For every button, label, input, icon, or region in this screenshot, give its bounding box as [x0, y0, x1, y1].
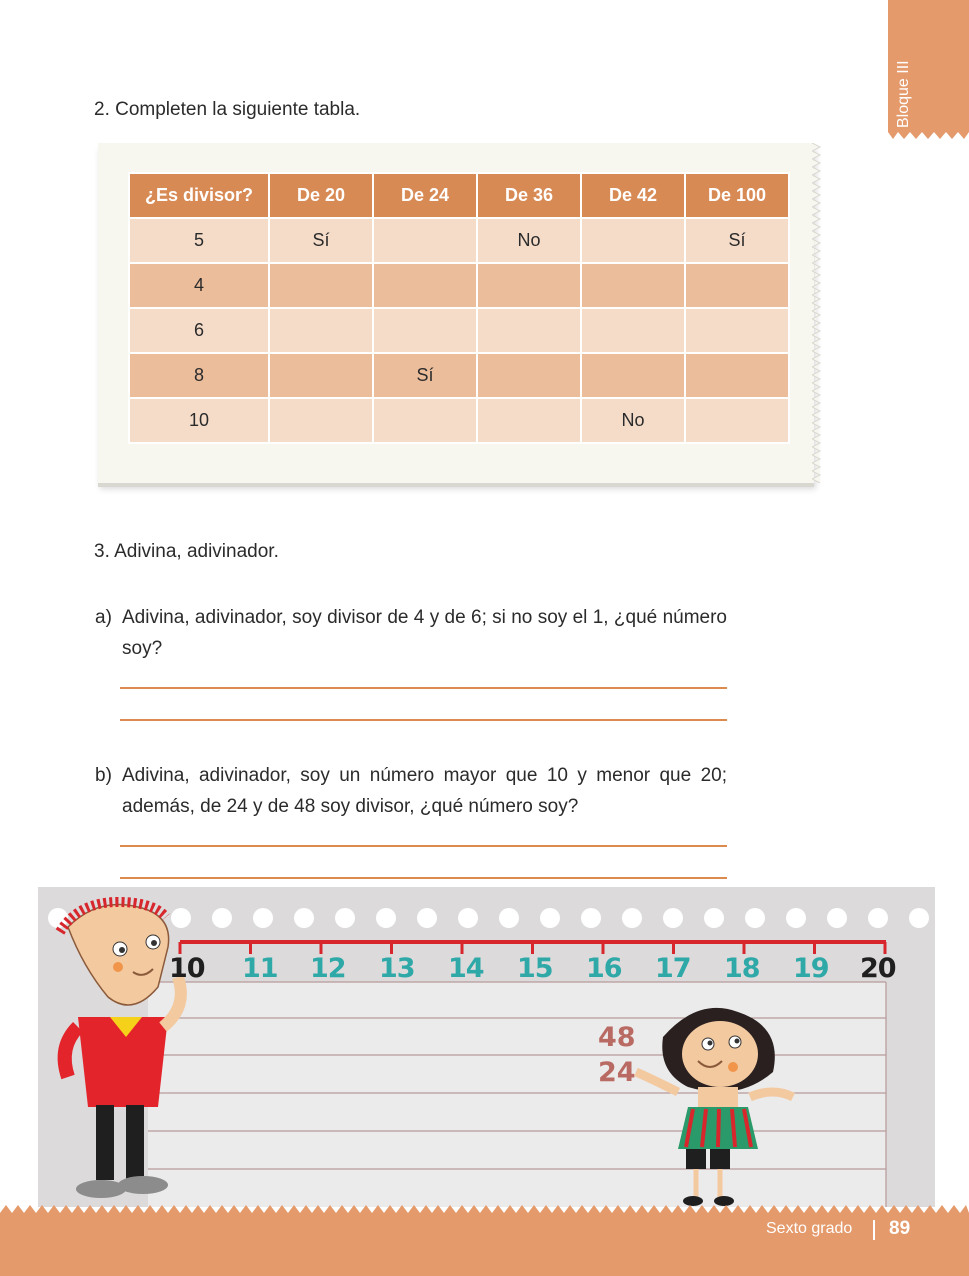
notebook-hole — [417, 908, 437, 928]
table-cell[interactable]: No — [581, 398, 685, 443]
ruler-number: 16 — [586, 953, 622, 984]
notebook-hole — [335, 908, 355, 928]
notebook-hole — [499, 908, 519, 928]
table-cell[interactable] — [477, 263, 581, 308]
answer-line-a2[interactable] — [120, 719, 727, 721]
header-cell: De 100 — [685, 173, 789, 218]
question-b-text: Adivina, adivinador, soy un número mayor que 10 y menor que 20; además, de 24 y de 48 soy divisor, ¿qué número soy? — [122, 765, 727, 817]
table-cell[interactable]: Sí — [373, 353, 477, 398]
table-cell[interactable] — [269, 263, 373, 308]
ruler-number: 15 — [517, 953, 553, 984]
ruler-number: 17 — [655, 953, 691, 984]
table-cell[interactable] — [581, 218, 685, 263]
notebook-hole — [376, 908, 396, 928]
ruler-number: 12 — [310, 953, 346, 984]
table-cell[interactable] — [373, 398, 477, 443]
table-cell[interactable] — [373, 218, 477, 263]
answer-line-b1[interactable] — [120, 845, 727, 847]
ruler-number: 13 — [379, 953, 415, 984]
ruler-number: 19 — [793, 953, 829, 984]
divisor-table — [128, 172, 790, 444]
table-cell[interactable] — [685, 263, 789, 308]
tab-zigzag — [888, 128, 969, 142]
table-cell[interactable] — [685, 353, 789, 398]
table-cell: 4 — [129, 263, 269, 308]
question-a-label: a) — [95, 607, 112, 628]
notebook-hole — [581, 908, 601, 928]
notebook-hole — [253, 908, 273, 928]
header-cell: De 36 — [477, 173, 581, 218]
footer-band — [0, 1205, 969, 1276]
exercise-2-heading: 2. Completen la siguiente tabla. — [94, 99, 361, 120]
table-cell[interactable] — [581, 308, 685, 353]
table-cell[interactable] — [269, 308, 373, 353]
girl-number-48: 48 — [598, 1022, 636, 1053]
notebook-hole — [704, 908, 724, 928]
question-b-label: b) — [95, 765, 112, 786]
notebook-hole — [827, 908, 847, 928]
header-cell: De 24 — [373, 173, 477, 218]
footer-grade: Sexto grado — [766, 1220, 853, 1237]
notebook-hole — [868, 908, 888, 928]
notebook-hole — [745, 908, 765, 928]
table-cell: 10 — [129, 398, 269, 443]
table-row — [129, 308, 789, 353]
page-number: 89 — [889, 1218, 911, 1239]
exercise-3-heading: 3. Adivina, adivinador. — [94, 541, 279, 562]
notebook-hole — [171, 908, 191, 928]
table-cell[interactable] — [269, 398, 373, 443]
girl-number-24: 24 — [598, 1057, 636, 1088]
table-cell[interactable] — [685, 398, 789, 443]
notebook-hole — [622, 908, 642, 928]
notebook-hole — [540, 908, 560, 928]
notebook-hole — [786, 908, 806, 928]
bloque-label: Bloque III — [895, 60, 912, 128]
question-a — [95, 602, 727, 664]
table-cell: 5 — [129, 218, 269, 263]
ruler-number: 11 — [242, 953, 278, 984]
table-cell[interactable]: No — [477, 218, 581, 263]
table-cell[interactable] — [581, 263, 685, 308]
notebook-hole — [458, 908, 478, 928]
table-cell[interactable] — [269, 353, 373, 398]
answer-line-b2[interactable] — [120, 877, 727, 879]
table-row — [129, 353, 789, 398]
table-cell[interactable] — [477, 308, 581, 353]
notebook-hole — [663, 908, 683, 928]
question-a-text: Adivina, adivinador, soy divisor de 4 y de 6; si no soy el 1, ¿qué número soy? — [122, 607, 727, 659]
table-cell: 6 — [129, 308, 269, 353]
ruler-number: 10 — [169, 953, 205, 984]
table-cell[interactable] — [477, 398, 581, 443]
table-row — [129, 398, 789, 443]
notebook-hole — [294, 908, 314, 928]
table-row — [129, 263, 789, 308]
notebook-hole — [212, 908, 232, 928]
card-torn-edge — [812, 143, 824, 483]
header-cell: De 20 — [269, 173, 373, 218]
header-cell: ¿Es divisor? — [129, 173, 269, 218]
question-b — [95, 760, 727, 822]
ruler-number: 18 — [724, 953, 760, 984]
table-cell[interactable] — [477, 353, 581, 398]
table-cell[interactable] — [581, 353, 685, 398]
notebook-hole — [909, 908, 929, 928]
table-cell[interactable] — [373, 308, 477, 353]
table-cell[interactable] — [685, 308, 789, 353]
table-cell[interactable]: Sí — [685, 218, 789, 263]
table-cell[interactable] — [373, 263, 477, 308]
ruler-number: 14 — [448, 953, 484, 984]
notebook-illustration — [38, 887, 935, 1207]
ruler-number: 20 — [860, 953, 896, 984]
header-cell: De 42 — [581, 173, 685, 218]
table-cell: 8 — [129, 353, 269, 398]
footer-separator — [873, 1220, 875, 1240]
table-header-row — [129, 173, 789, 218]
answer-line-a1[interactable] — [120, 687, 727, 689]
table-cell[interactable]: Sí — [269, 218, 373, 263]
table-row — [129, 218, 789, 263]
